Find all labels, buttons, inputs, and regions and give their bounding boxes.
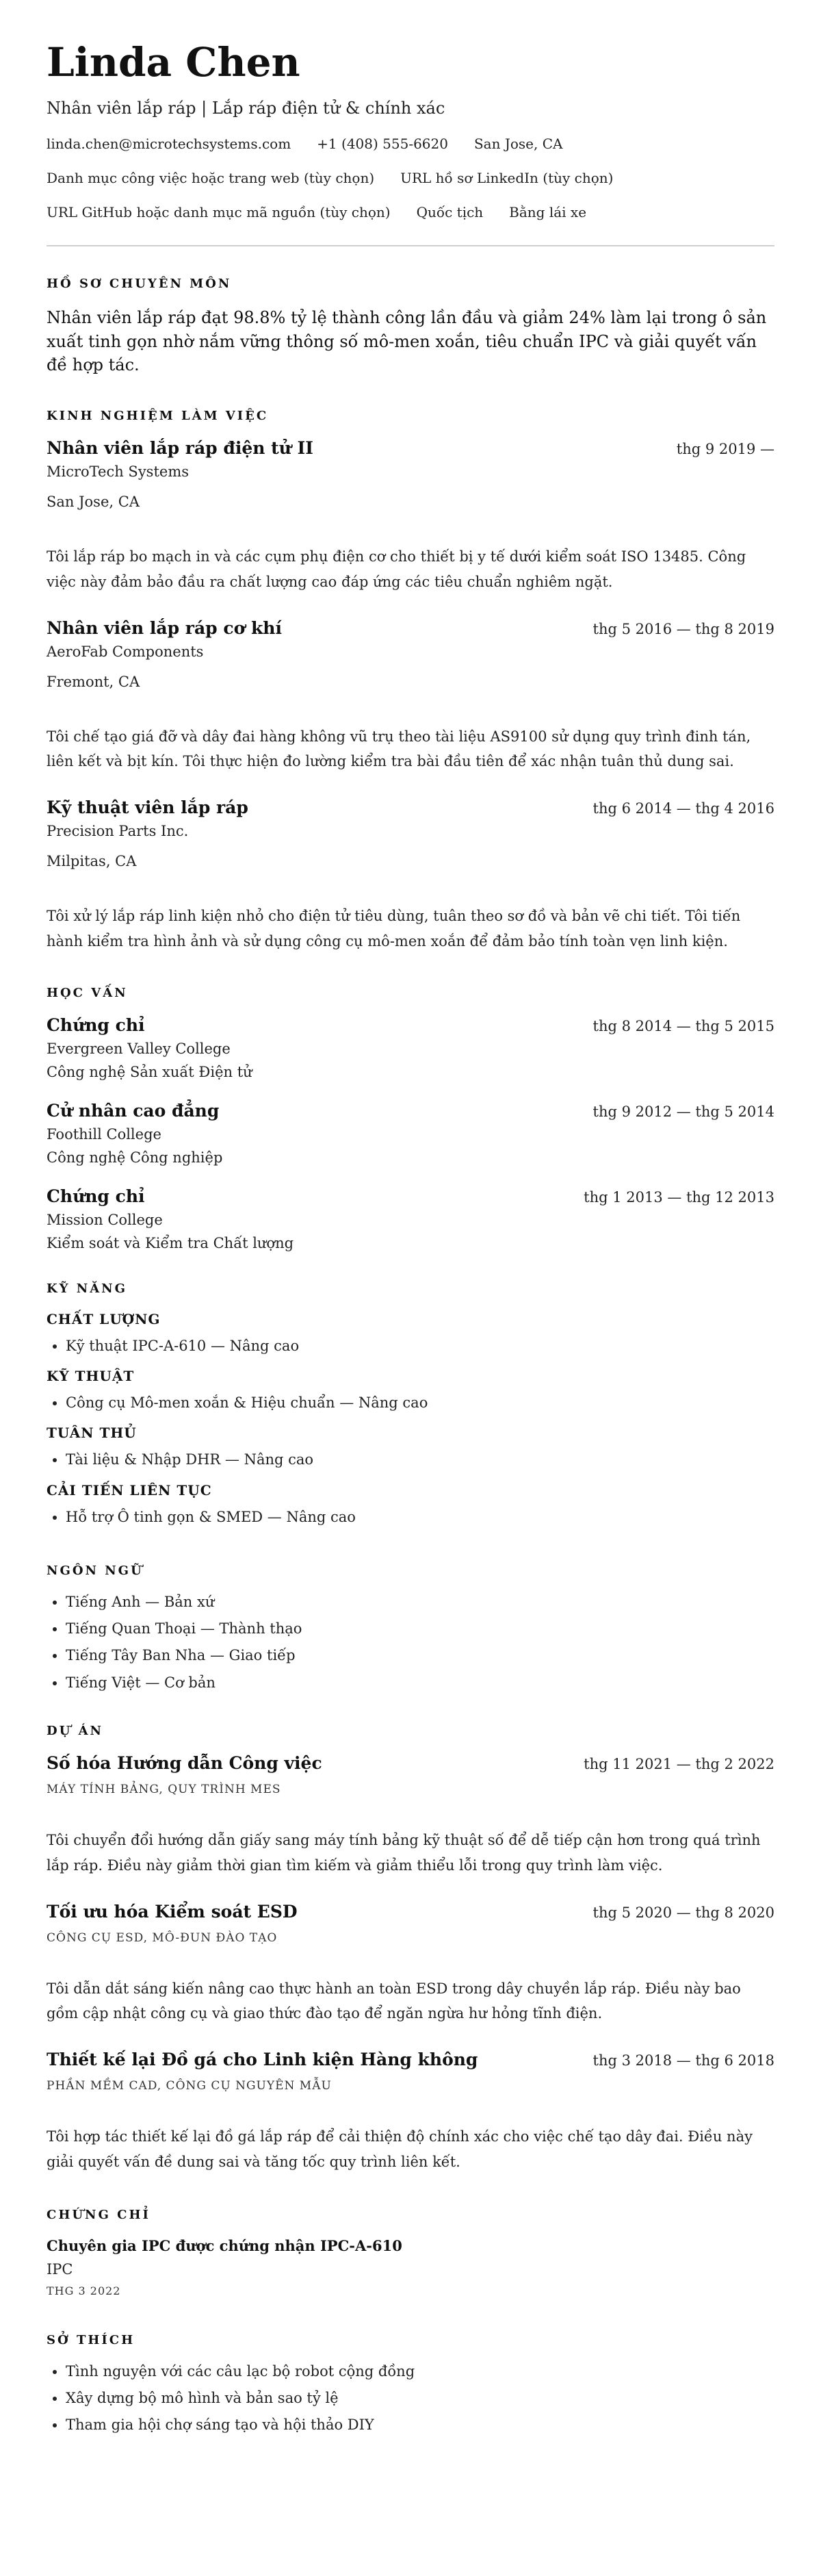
linkedin-link[interactable]: URL hồ sơ LinkedIn (tùy chọn) <box>400 169 614 186</box>
summary-text: Nhân viên lắp ráp đạt 98.8% tỷ lệ thành công lần đầu và giảm 24% làm lại trong ô sản xuất tinh gọn nhờ nắm vững thông số mô-men xoắn, tiêu chuẩn IPC và giải quyết vấn đề hợp tác. <box>47 307 767 375</box>
portfolio-link[interactable]: Danh mục công việc hoặc trang web (tùy chọn) <box>47 169 375 186</box>
job-date: thg 6 2014 — thg 4 2016 <box>592 800 774 817</box>
job-company: AeroFab Components <box>47 643 204 660</box>
skill-category: CHẤT LƯỢNG <box>47 1310 161 1327</box>
degree-title: Chứng chỉ <box>47 1186 145 1206</box>
section-title-education: HỌC VẤN <box>47 985 128 1000</box>
certification-date: THG 3 2022 <box>47 2284 121 2297</box>
language-item: • Tiếng Việt — Cơ bản <box>66 1674 774 1692</box>
skills-section <box>47 1281 774 1527</box>
certification-entry <box>47 2237 774 2297</box>
language-item: • Tiếng Anh — Bản xứ <box>66 1593 774 1611</box>
optional-misc-row <box>47 204 774 220</box>
job-location: San Jose, CA <box>47 494 140 511</box>
projects-section <box>47 1724 774 2175</box>
project-title: Thiết kế lại Đồ gá cho Linh kiện Hàng không <box>47 2050 478 2070</box>
experience-section <box>47 409 774 954</box>
interests-section <box>47 2333 774 2435</box>
driver-license: Bằng lái xe <box>509 203 587 220</box>
resume-header <box>47 41 774 220</box>
degree-title: Cử nhân cao đẳng <box>47 1100 220 1121</box>
education-date: thg 8 2014 — thg 5 2015 <box>592 1017 774 1034</box>
field-of-study: Công nghệ Sản xuất Điện tử <box>47 1063 252 1080</box>
interest-item: • Tham gia hội chợ sáng tạo và hội thảo DIY <box>66 2416 774 2434</box>
section-title-languages: NGÔN NGỮ <box>47 1563 144 1578</box>
contact-row <box>47 136 774 152</box>
skill-item: • Kỹ thuật IPC-A-610 — Nâng cao <box>66 1337 774 1355</box>
skill-item: • Tài liệu & Nhập DHR — Nâng cao <box>66 1451 774 1469</box>
language-list <box>66 1593 774 1692</box>
skill-list <box>66 1451 774 1469</box>
job-description: Tôi chế tạo giá đỡ và dây đai hàng không vũ trụ theo tài liệu AS9100 sử dụng quy trình đinh tán, liên kết và bịt kín. Tôi thực hiện đo lường kiểm tra bài đầu tiên để xác nhận tuân thủ dung sai. <box>47 728 751 770</box>
experience-entry <box>47 618 774 775</box>
nationality: Quốc tịch <box>416 203 484 220</box>
education-date: thg 1 2013 — thg 12 2013 <box>584 1188 774 1206</box>
contact-location: San Jose, CA <box>473 135 563 152</box>
job-description: Tôi xử lý lắp ráp linh kiện nhỏ cho điện tử tiêu dùng, tuân theo sơ đồ và bản vẽ chi tiết. Tôi tiến hành kiểm tra hình ảnh và sử dụng công cụ mô-men xoắn để đảm bảo tính toàn vẹn linh kiện. <box>47 908 741 949</box>
job-location: Milpitas, CA <box>47 853 137 870</box>
header-divider <box>47 245 774 246</box>
skill-list <box>66 1394 774 1412</box>
project-tags: MÁY TÍNH BẢNG, QUY TRÌNH MES <box>47 1783 281 1797</box>
job-title: Nhân viên lắp ráp điện tử II <box>47 438 313 459</box>
section-title-certifications: CHỨNG CHỈ <box>47 2207 151 2222</box>
certification-title: Chuyên gia IPC được chứng nhận IPC-A-610 <box>47 2236 402 2254</box>
skill-category: TUÂN THỦ <box>47 1425 137 1442</box>
skill-category: CẢI TIẾN LIÊN TỤC <box>47 1481 212 1499</box>
project-description: Tôi dẫn dắt sáng kiến nâng cao thực hành an toàn ESD trong dây chuyền lắp ráp. Điều này bao gồm cập nhật công cụ và giao thức đào tạo để ngăn ngừa hư hỏng tĩnh điện. <box>47 1980 741 2022</box>
school-name: Evergreen Valley College <box>47 1040 231 1057</box>
section-title-summary: HỒ SƠ CHUYÊN MÔN <box>47 276 232 291</box>
contact-phone[interactable]: +1 (408) 555-6620 <box>317 135 448 152</box>
section-title-skills: KỸ NĂNG <box>47 1281 128 1296</box>
school-name: Mission College <box>47 1211 163 1228</box>
project-date: thg 11 2021 — thg 2 2022 <box>584 1756 774 1773</box>
job-title: Kỹ thuật viên lắp ráp <box>47 798 248 818</box>
project-title: Tối ưu hóa Kiểm soát ESD <box>47 1901 298 1922</box>
field-of-study: Công nghệ Công nghiệp <box>47 1149 223 1166</box>
skill-item: • Công cụ Mô-men xoắn & Hiệu chuẩn — Nâng cao <box>66 1394 774 1412</box>
job-company: MicroTech Systems <box>47 463 190 481</box>
degree-title: Chứng chỉ <box>47 1015 145 1035</box>
job-company: Precision Parts Inc. <box>47 823 189 840</box>
education-entry <box>47 1186 774 1251</box>
project-date: thg 3 2018 — thg 6 2018 <box>592 2052 774 2069</box>
field-of-study: Kiểm soát và Kiểm tra Chất lượng <box>47 1234 294 1251</box>
section-title-projects: DỰ ÁN <box>47 1724 103 1739</box>
project-description: Tôi chuyển đổi hướng dẫn giấy sang máy tính bảng kỹ thuật số để dễ tiếp cận hơn trong quá trình lắp ráp. Điều này giảm thời gian tìm kiếm và giảm thiểu lỗi trong quy trình làm việc. <box>47 1832 761 1874</box>
project-entry <box>47 1753 774 1878</box>
project-date: thg 5 2020 — thg 8 2020 <box>592 1904 774 1921</box>
job-location: Fremont, CA <box>47 673 140 690</box>
job-description: Tôi lắp ráp bo mạch in và các cụm phụ điện cơ cho thiết bị y tế dưới kiểm soát ISO 13485. Công việc này đảm bảo đầu ra chất lượng cao đáp ứng các tiêu chuẩn nghiêm ngặt. <box>47 548 746 590</box>
education-entry <box>47 1101 774 1166</box>
experience-entry <box>47 438 774 595</box>
candidate-headline: Nhân viên lắp ráp | Lắp ráp điện tử & chính xác <box>47 98 445 118</box>
section-title-interests: SỞ THÍCH <box>47 2332 135 2347</box>
section-title-experience: KINH NGHIỆM LÀM VIỆC <box>47 409 269 424</box>
skill-list <box>66 1508 774 1527</box>
project-description: Tôi hợp tác thiết kế lại đồ gá lắp ráp để cải thiện độ chính xác cho việc chế tạo dây đai. Điều này giải quyết vấn đề dung sai và tăng tốc quy trình liên kết. <box>47 2128 753 2170</box>
contact-email[interactable]: linda.chen@microtechsystems.com <box>47 135 291 152</box>
skill-category: KỸ THUẬT <box>47 1367 135 1384</box>
project-tags: CÔNG CỤ ESD, MÔ-ĐUN ĐÀO TẠO <box>47 1930 278 1945</box>
education-entry <box>47 1015 774 1080</box>
certifications-section <box>47 2208 774 2297</box>
project-title: Số hóa Hướng dẫn Công việc <box>47 1753 322 1774</box>
school-name: Foothill College <box>47 1125 161 1143</box>
skill-item: • Hỗ trợ Ô tinh gọn & SMED — Nâng cao <box>66 1508 774 1527</box>
language-item: • Tiếng Quan Thoại — Thành thạo <box>66 1620 774 1638</box>
experience-entry <box>47 798 774 954</box>
summary-section <box>47 277 774 377</box>
candidate-name: Linda Chen <box>47 39 300 86</box>
optional-links-row <box>47 170 774 186</box>
job-date: thg 9 2019 — <box>676 441 774 458</box>
certification-issuer: IPC <box>47 2260 73 2278</box>
education-date: thg 9 2012 — thg 5 2014 <box>592 1103 774 1120</box>
job-title: Nhân viên lắp ráp cơ khí <box>47 617 282 638</box>
project-tags: PHẦN MỀM CAD, CÔNG CỤ NGUYÊN MẪU <box>47 2079 332 2093</box>
interest-item: • Xây dựng bộ mô hình và bản sao tỷ lệ <box>66 2389 774 2408</box>
interest-list <box>66 2362 774 2435</box>
skill-list <box>66 1337 774 1355</box>
language-item: • Tiếng Tây Ban Nha — Giao tiếp <box>66 1646 774 1665</box>
project-entry <box>47 2050 774 2175</box>
github-link[interactable]: URL GitHub hoặc danh mục mã nguồn (tùy chọn) <box>47 203 391 220</box>
interest-item: • Tình nguyện với các câu lạc bộ robot cộng đồng <box>66 2362 774 2381</box>
project-entry <box>47 1902 774 2027</box>
education-section <box>47 986 774 1251</box>
languages-section <box>47 1564 774 1692</box>
job-date: thg 5 2016 — thg 8 2019 <box>592 620 774 637</box>
